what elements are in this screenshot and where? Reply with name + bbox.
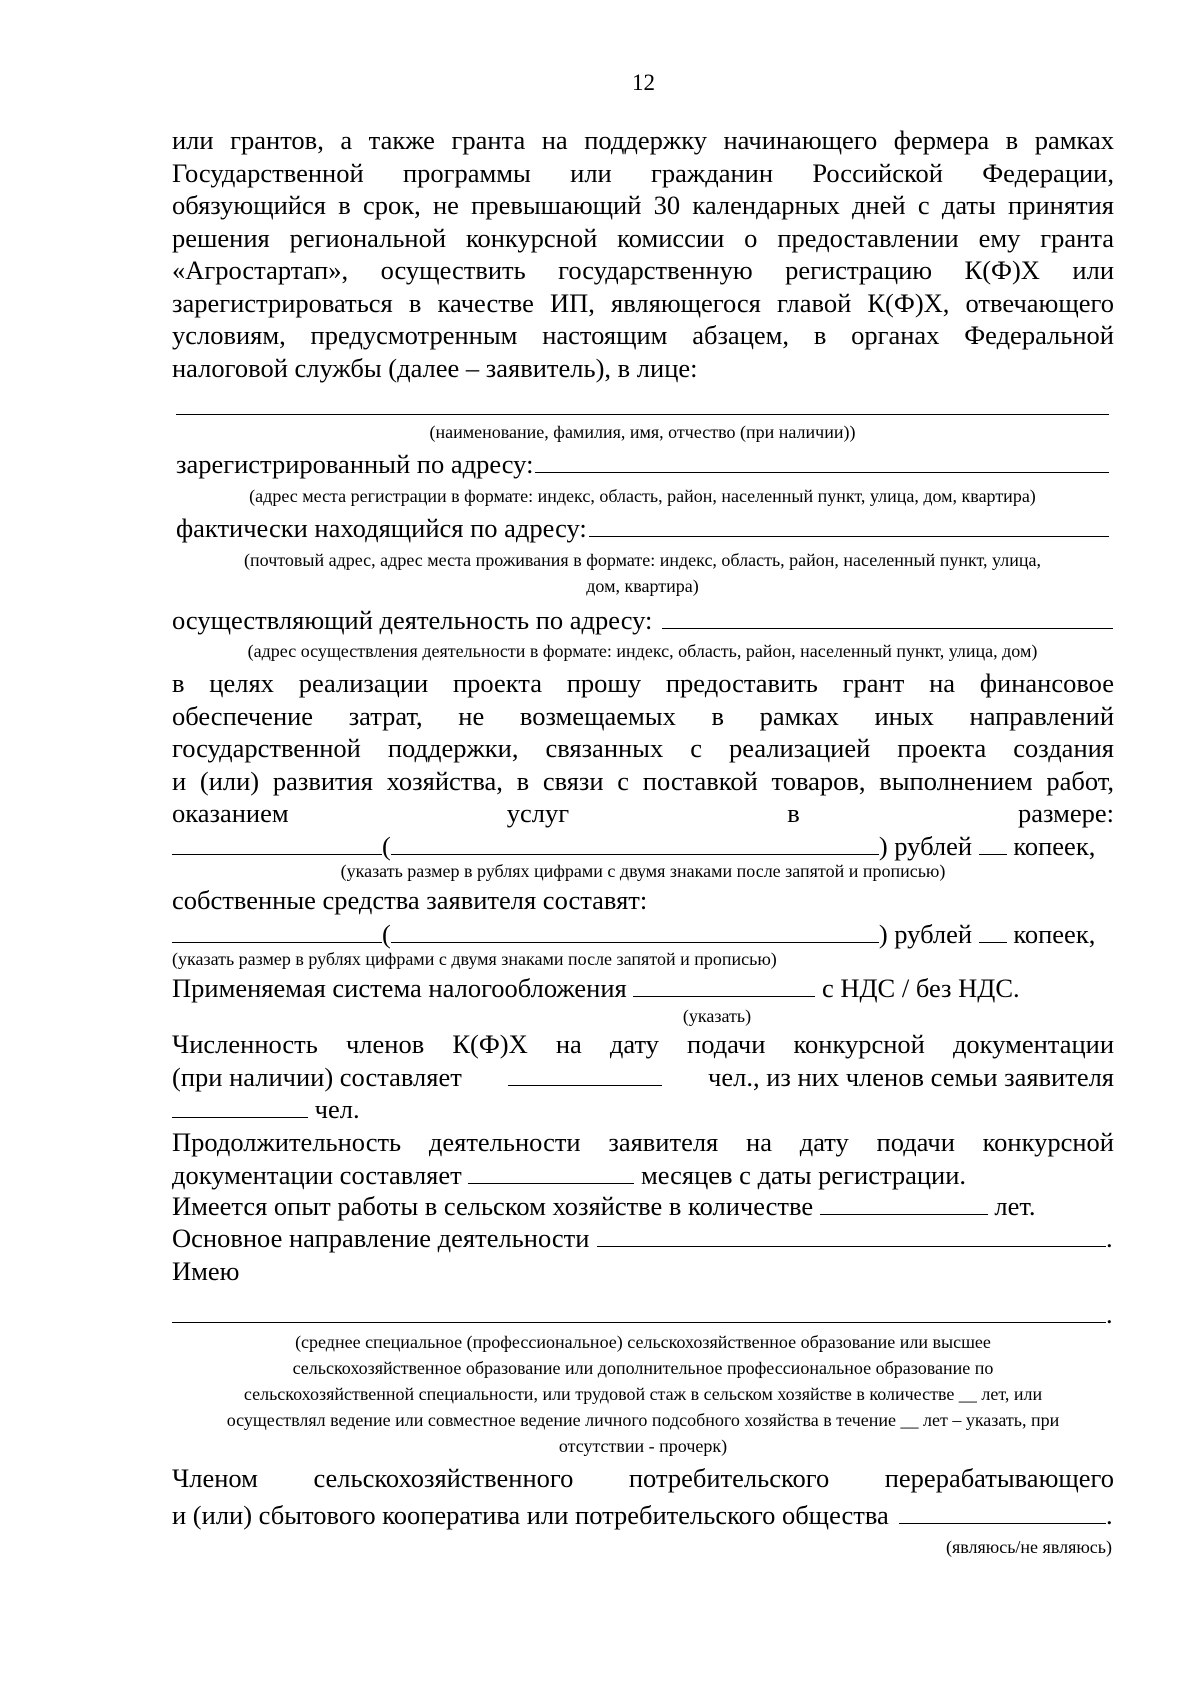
intro-line: или грантов, а также гранта на поддержку начинающего фермера в рамках bbox=[172, 125, 1114, 155]
grant-amount-kopecks-label: копеек, bbox=[1013, 831, 1096, 861]
experience-field[interactable] bbox=[820, 1192, 988, 1215]
coop-period: . bbox=[1106, 1500, 1113, 1530]
own-funds-open-paren: ( bbox=[382, 919, 391, 949]
education-row bbox=[172, 1298, 1114, 1330]
activity-address-row bbox=[172, 604, 1113, 636]
members-family-field[interactable] bbox=[172, 1095, 308, 1118]
actual-address-field[interactable] bbox=[589, 514, 1109, 537]
registered-address-label: зарегистрированный по адресу: bbox=[176, 449, 534, 479]
grant-paragraph bbox=[172, 667, 1114, 830]
members-block bbox=[172, 1028, 1114, 1126]
intro-line: решения региональной конкурсной комиссии о предоставлении ему гранта bbox=[172, 222, 1114, 253]
registered-address-note: (адрес места регистрации в формате: индекс, область, район, населенный пункт, улица, дом, квартира) bbox=[249, 486, 1036, 506]
education-note-line: осуществлял ведение или совместное ведение личного подсобного хозяйства в течение __ лет – указать, при bbox=[226, 1410, 1060, 1430]
intro-line: обязующийся в срок, не превышающий 30 календарных дней с даты принятия bbox=[172, 190, 1114, 220]
intro-line: налоговой службы (далее – заявитель), в лице: bbox=[172, 352, 698, 383]
registered-address-row bbox=[176, 448, 1109, 480]
actual-address-label: фактически находящийся по адресу: bbox=[176, 513, 587, 543]
tax-system-note: (указать) bbox=[682, 1006, 752, 1026]
own-funds-rubles-label: ) рублей bbox=[878, 919, 973, 949]
intro-line: условиям, предусмотренным настоящим абзацем, в органах Федеральной bbox=[172, 320, 1114, 350]
experience-row bbox=[172, 1190, 1114, 1222]
education-note-line: сельскохозяйственной специальности, или трудовой стаж в сельском хозяйстве в количестве __ лет, или bbox=[243, 1384, 1043, 1404]
intro-line: «Агростартап», осуществить государственную регистрацию К(Ф)Х или bbox=[172, 255, 1114, 285]
direction-period: . bbox=[1106, 1223, 1113, 1253]
duration-line-1: Продолжительность деятельности заявителя на дату подачи конкурсной bbox=[172, 1127, 1114, 1157]
education-field[interactable] bbox=[172, 1300, 1106, 1323]
actual-note-line: дом, квартира) bbox=[586, 576, 699, 596]
intro-paragraph bbox=[172, 124, 1114, 384]
registered-address-field[interactable] bbox=[535, 450, 1109, 473]
education-note-line: сельскохозяйственное образование или дополнительное профессиональное образование по bbox=[292, 1358, 994, 1378]
actual-address-row bbox=[176, 512, 1109, 544]
own-funds-words-field[interactable] bbox=[391, 920, 879, 943]
tax-system-field[interactable] bbox=[633, 974, 815, 997]
members-family-unit: чел. bbox=[314, 1094, 360, 1124]
grant-amount-note: (указать размер в рублях цифрами с двумя знаками после запятой и прописью) bbox=[340, 861, 946, 881]
duration-label: документации составляет bbox=[172, 1159, 462, 1190]
direction-field[interactable] bbox=[597, 1224, 1106, 1247]
grant-line: и (или) развития хозяйства, в связи с поставкой товаров, выполнением работ, bbox=[172, 765, 1114, 796]
grant-line: оказанием услуг в размере: bbox=[172, 798, 1114, 828]
intro-line: зарегистрироваться в качестве ИП, являющегося главой К(Ф)Х, отвечающего bbox=[172, 287, 1114, 318]
direction-row bbox=[172, 1222, 1114, 1254]
tax-system-label: Применяемая система налогообложения bbox=[172, 973, 627, 1003]
direction-label: Основное направление деятельности bbox=[172, 1223, 590, 1253]
grant-line: обеспечение затрат, не возмещаемых в рамках иных направлений bbox=[172, 700, 1114, 731]
coop-line-2 bbox=[172, 1497, 1114, 1534]
duration-field[interactable] bbox=[468, 1161, 634, 1184]
members-family-label: чел., из них членов семьи заявителя bbox=[708, 1061, 1114, 1092]
education-note-line: (среднее специальное (профессиональное) сельскохозяйственное образование или высшее bbox=[295, 1332, 991, 1352]
coop-line-1: Членом сельскохозяйственного потребительского перерабатывающего bbox=[172, 1463, 1114, 1493]
have-label: Имею bbox=[172, 1256, 240, 1286]
education-period: . bbox=[1106, 1299, 1113, 1329]
grant-amount-kopecks-field[interactable] bbox=[979, 832, 1007, 855]
members-total-field[interactable] bbox=[508, 1063, 662, 1086]
members-line-3 bbox=[172, 1093, 1114, 1126]
members-total-label: (при наличии) составляет bbox=[172, 1061, 462, 1092]
name-field[interactable] bbox=[176, 392, 1109, 415]
experience-label: Имеется опыт работы в сельском хозяйстве в количестве bbox=[172, 1191, 814, 1221]
own-funds-kopecks-field[interactable] bbox=[979, 920, 1007, 943]
education-note-line: отсутствии - прочерк) bbox=[558, 1436, 728, 1456]
activity-address-field[interactable] bbox=[662, 606, 1113, 629]
members-line-1: Численность членов К(Ф)Х на дату подачи конкурсной документации bbox=[172, 1029, 1114, 1059]
name-note: (наименование, фамилия, имя, отчество (при наличии)) bbox=[429, 422, 856, 442]
coop-block bbox=[172, 1460, 1114, 1534]
actual-address-note bbox=[176, 547, 1109, 599]
duration-suffix: месяцев с даты регистрации. bbox=[640, 1159, 967, 1190]
own-funds-note: (указать размер в рублях цифрами с двумя знаками после запятой и прописью) bbox=[172, 949, 777, 969]
coop-note: (являюсь/не являюсь) bbox=[945, 1537, 1112, 1557]
education-note bbox=[172, 1329, 1114, 1459]
duration-line-2 bbox=[172, 1159, 1114, 1192]
tax-system-row bbox=[172, 972, 1114, 1004]
page-number: 12 bbox=[632, 70, 655, 95]
own-funds-kopecks-label: копеек, bbox=[1013, 919, 1096, 949]
experience-suffix: лет. bbox=[994, 1191, 1036, 1221]
own-funds-digits-field[interactable] bbox=[172, 920, 382, 943]
coop-field[interactable] bbox=[899, 1501, 1106, 1524]
grant-amount-digits-field[interactable] bbox=[172, 832, 382, 855]
members-line-2 bbox=[172, 1061, 1114, 1094]
own-funds-label: собственные средства заявителя составят: bbox=[172, 885, 648, 915]
grant-amount-words-field[interactable] bbox=[391, 832, 879, 855]
actual-note-line: (почтовый адрес, адрес места проживания в формате: индекс, область, район, населенный пункт, улица, bbox=[244, 550, 1041, 570]
grant-amount-open-paren: ( bbox=[382, 831, 391, 861]
grant-line: в целях реализации проекта прошу предоставить грант на финансовое bbox=[172, 668, 1114, 698]
activity-address-label: осуществляющий деятельность по адресу: bbox=[172, 605, 653, 635]
intro-line: Государственной программы или гражданин Российской Федерации, bbox=[172, 157, 1114, 188]
grant-line: государственной поддержки, связанных с реализацией проекта создания bbox=[172, 733, 1114, 763]
coop-label: и (или) сбытового кооператива или потребительского общества bbox=[172, 1500, 889, 1530]
duration-block bbox=[172, 1126, 1114, 1191]
tax-system-suffix: с НДС / без НДС. bbox=[821, 973, 1020, 1003]
grant-amount-rubles-label: ) рублей bbox=[878, 831, 973, 861]
activity-address-note: (адрес осуществления деятельности в формате: индекс, область, район, населенный пункт, улица, дом) bbox=[247, 641, 1038, 661]
